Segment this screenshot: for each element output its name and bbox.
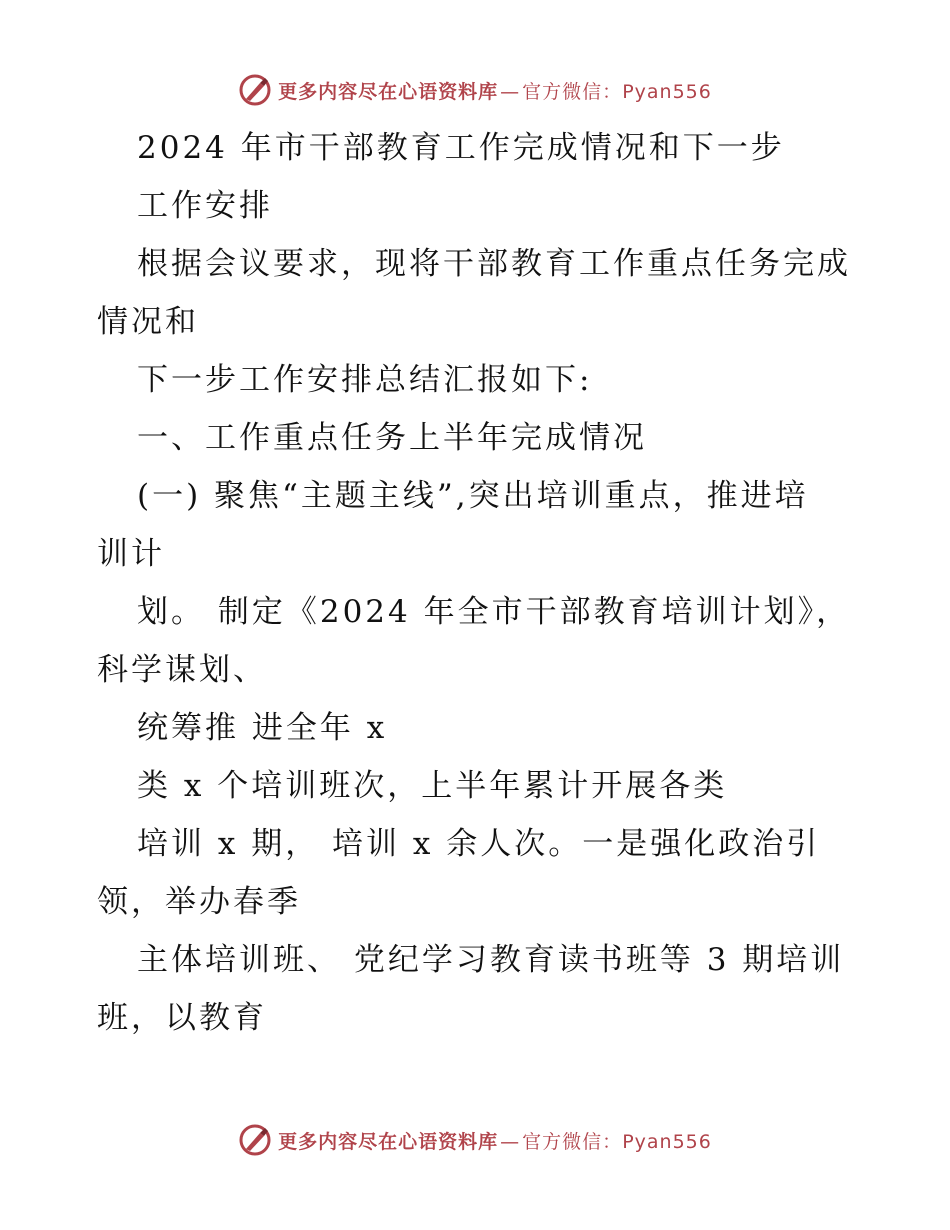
paragraph-line: 根据会议要求，现将干部教育工作重点任务完成 [137, 246, 851, 282]
paragraph-line: 训计 [97, 536, 165, 572]
section-heading: 一、工作重点任务上半年完成情况 [137, 420, 647, 456]
paragraph-line: 科学谋划、 [97, 652, 267, 688]
watermark-site-name: 更多内容尽在心语资料库 [278, 80, 499, 103]
paragraph-line: 主体培训班、 党纪学习教育读书班等 3 期培训 [137, 942, 845, 978]
watermark-label: 官方微信： [522, 80, 623, 103]
watermark-text [278, 1127, 712, 1154]
watermark-text [278, 77, 712, 104]
subsection-heading: (一) 聚焦“主题主线”,突出培训重点，推进培 [137, 478, 809, 514]
paragraph-line: 统筹推 进全年 x [137, 710, 388, 746]
paragraph-line: 情况和 [97, 304, 199, 340]
title-line-1: 2024 年市干部教育工作完成情况和下一步 [137, 130, 785, 166]
paragraph-line: 下一步工作安排总结汇报如下: [137, 362, 593, 398]
watermark-contact: Pyan556 [622, 80, 712, 103]
watermark-label: 官方微信： [522, 1130, 623, 1153]
watermark-site-name: 更多内容尽在心语资料库 [278, 1130, 499, 1153]
paragraph-line: 培训 x 期， 培训 x 余人次。一是强化政治引 [137, 826, 821, 862]
footer-watermark [0, 1120, 950, 1160]
paragraph-line: 划。 制定《2024 年全市干部教育培训计划》， [137, 594, 851, 630]
watermark-contact: Pyan556 [622, 1130, 712, 1153]
pen-logo-icon [238, 73, 272, 107]
paragraph-line: 类 x 个培训班次，上半年累计开展各类 [137, 768, 728, 804]
paragraph-line: 班，以教育 [97, 1000, 267, 1036]
paragraph-line: 领，举办春季 [97, 884, 301, 920]
pen-logo-icon [238, 1123, 272, 1157]
header-watermark [0, 70, 950, 110]
watermark-separator: — [500, 1130, 521, 1153]
title-line-2: 工作安排 [137, 188, 273, 224]
watermark-separator: — [500, 80, 521, 103]
